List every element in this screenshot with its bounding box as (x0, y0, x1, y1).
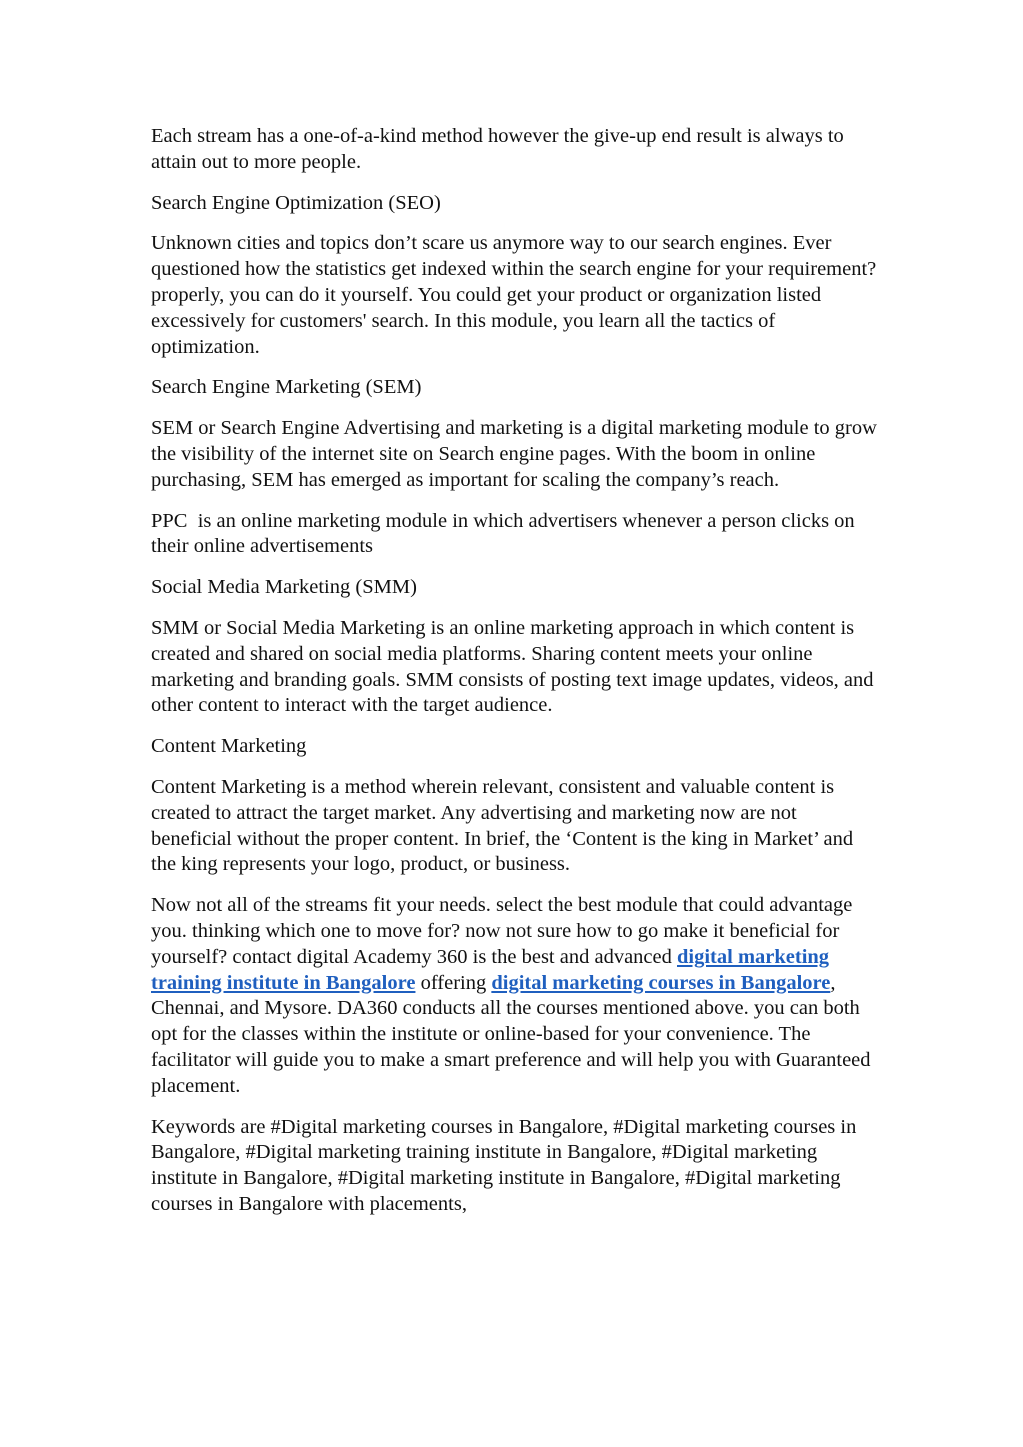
sem-heading: Search Engine Marketing (SEM) (151, 376, 422, 399)
ppc-paragraph: PPC is an online marketing module in which advertisers whenever a person clicks on their online advertisements (151, 509, 860, 558)
keywords-paragraph: Keywords are #Digital marketing courses in Bangalore, #Digital marketing courses in Bangalore, #Digital marketing training institute in Bangalore, #Digital marketing institute in Bangalore, #Digital marketing institute in Bangalore, #Digital marketing courses in Bangalore with placements, (151, 1115, 857, 1215)
closing-text-2: offering (415, 971, 492, 994)
seo-paragraph: Unknown cities and topics don’t scare us anymore way to our search engines. Ever questioned how the statistics get indexed within the search engine for your requirement? properly, you can do it yourself. You could get your product or organization listed excessively for customers' search. In this module, you learn all the tactics of optimization. (151, 232, 877, 358)
sem-paragraph: SEM or Search Engine Advertising and marketing is a digital marketing module to grow the visibility of the internet site on Search engine pages. With the boom in online purchasing, SEM has emerged as important for scaling the company’s reach. (151, 417, 877, 491)
closing-text-1: Now not all of the streams fit your needs. select the best module that could advantage you. thinking which one to move for? now not sure how to go make it beneficial for yourself? contact digital Academy 360 is the best and advanced (151, 894, 853, 968)
content-marketing-heading: Content Marketing (151, 735, 307, 758)
intro-paragraph: Each stream has a one-of-a-kind method however the give-up end result is always to attain out to more people. (151, 125, 844, 173)
smm-paragraph: SMM or Social Media Marketing is an online marketing approach in which content is created and shared on social media platforms. Sharing content meets your online marketing and branding goals. SMM consists of posting text image updates, videos, and other content to interact with the target audience. (151, 616, 874, 717)
document-page (151, 124, 881, 1233)
courses-link[interactable]: digital marketing courses in Bangalore (491, 971, 831, 994)
training-institute-link[interactable]: digital marketing training institute in Bangalore (151, 945, 830, 994)
content-marketing-paragraph: Content Marketing is a method wherein relevant, consistent and valuable content is created to attract the target market. Any advertising and marketing now are not beneficial without the proper content. In brief, the ‘Content is the king in Market’ and the king represents your logo, product, or business. (151, 775, 854, 876)
seo-heading: Search Engine Optimization (SEO) (151, 191, 441, 214)
closing-paragraph (151, 893, 881, 1099)
closing-text-3: , Chennai, and Mysore. DA360 conducts all the courses mentioned above. you can both opt for the classes within the institute or online-based for your convenience. The facilitator will guide you to make a smart preference and will help you with Guaranteed placement. (151, 971, 871, 1097)
smm-heading: Social Media Marketing (SMM) (151, 576, 417, 599)
